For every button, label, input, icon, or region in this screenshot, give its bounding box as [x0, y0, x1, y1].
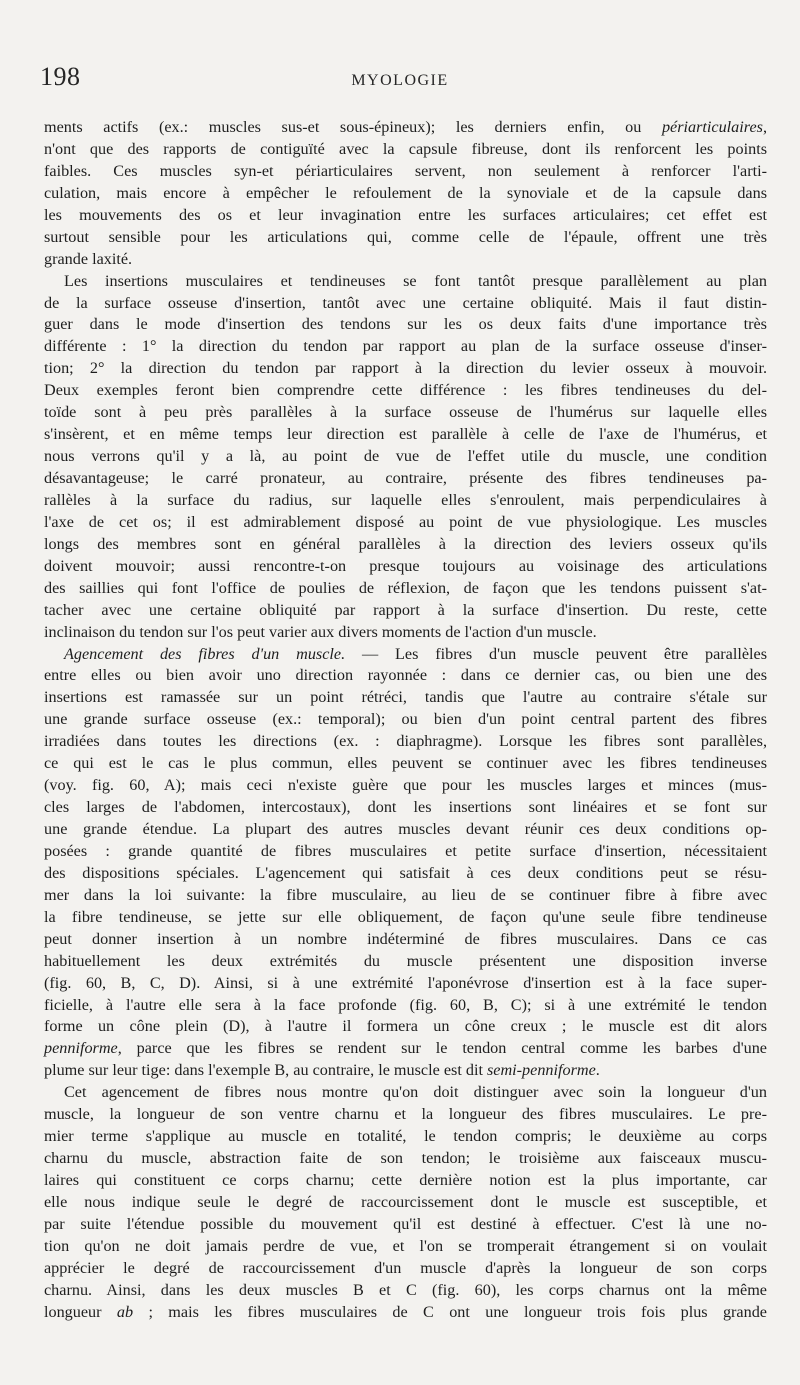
text-line: apprécier le degré de raccourcissement d'un muscle d'après la longueur de son corps [44, 1258, 767, 1277]
text-line: doivent mouvoir; aussi rencontre-t-on presque toujours au voisinage des articulations [44, 556, 767, 575]
text-line: irradiées dans toutes les directions (ex. : diaphragme). Lorsque les fibres sont parallèles, [44, 732, 767, 751]
text-line: la fibre tendineuse, se jette sur elle obliquement, de façon qu'une seule fibre tendineuse [44, 907, 767, 926]
text-line: forme un cône plein (D), à l'autre il formera un cône creux ; le muscle est dit alors [44, 1017, 767, 1036]
text-line: muscle, la longueur de son ventre charnu et la longueur des fibres musculaires. Le pre- [44, 1105, 767, 1124]
text-line: ments actifs (ex.: muscles sus-et sous-épineux); les derniers enfin, ou périarticulaires, [44, 118, 767, 136]
text-line: s'insèrent, et en même temps leur direction est parallèle à celle de l'axe de l'humérus, et [44, 425, 767, 444]
text-line: faibles. Ces muscles syn-et périarticulaires servent, non seulement à renforcer l'arti- [44, 161, 767, 180]
text-line: tion qu'on ne doit jamais perdre de vue, et l'on se tromperait étrangement si on voulait [44, 1236, 767, 1255]
text-line: désavantageuse; le carré pronateur, au contraire, présente des fibres tendineuses pa- [44, 469, 767, 487]
text-line: toïde sont à peu près parallèles à la surface osseuse de l'humérus sur laquelle elles [44, 403, 767, 422]
text-line: surtout sensible pour les articulations qui, comme celle de l'épaule, offrent une très [44, 227, 767, 246]
text-line: (fig. 60, B, C, D). Ainsi, si à une extrémité l'aponévrose d'insertion est à la face super- [44, 973, 767, 992]
text-line: peut donner insertion à un nombre indéterminé de fibres musculaires. Dans ce cas [44, 929, 767, 948]
text-line: ce qui est le cas le plus commun, elles peuvent se continuer avec les fibres tendineuses [44, 754, 767, 773]
text-line: nous verrons qu'il y a là, au point de vue de l'effet utile du muscle, une condition [44, 447, 767, 466]
text-line: n'ont que des rapports de contiguïté avec la capsule fibreuse, dont ils renforcent les points [44, 139, 767, 158]
text-line: des saillies qui font l'office de poulies de réflexion, de façon que les tendons puissent s'at- [44, 578, 767, 597]
text-line: des dispositions spéciales. L'agencement qui satisfait à ces deux conditions peut se résu- [44, 863, 767, 882]
text-line: de la surface osseuse d'insertion, tantôt avec une certaine obliquité. Mais il faut distin- [44, 293, 767, 312]
text-line: mer dans la loi suivante: la fibre musculaire, au lieu de se continuer fibre à fibre avec [44, 885, 767, 904]
text-line: Agencement des fibres d'un muscle. — Les fibres d'un muscle peuvent être parallèles [64, 644, 768, 663]
text-line: (voy. fig. 60, A); mais ceci n'existe guère que pour les muscles larges et minces (mus- [44, 776, 767, 795]
text-line: plume sur leur tige: dans l'exemple B, au contraire, le muscle est dit semi-penniforme. [44, 1061, 600, 1080]
text-line: cles larges de l'abdomen, intercostaux), dont les insertions sont linéaires et se font sur [44, 798, 767, 817]
text-line: tion; 2° la direction du tendon par rapport à la direction du levier osseux à mouvoir. [44, 359, 767, 378]
text-line: guer dans le mode d'insertion des tendons sur les os deux faits d'une importance très [44, 315, 767, 334]
text-line: Deux exemples feront bien comprendre cette différence : les fibres tendineuses du del- [44, 381, 767, 400]
page-header [40, 62, 760, 98]
text-line: par suite l'étendue possible du mouvement qu'il est destiné à effectuer. C'est là une no- [44, 1214, 767, 1233]
text-line: Cet agencement de fibres nous montre qu'on doit distinguer avec soin la longueur d'un [64, 1083, 767, 1102]
text-line: posées : grande quantité de fibres musculaires et petite surface d'insertion, nécessitaient [44, 841, 767, 860]
text-line: longueur ab ; mais les fibres musculaires de C ont une longueur trois fois plus grande [44, 1302, 767, 1321]
text-line: charnu du muscle, abstraction faite de son tendon; le troisième aux faisceaux muscu- [44, 1149, 767, 1168]
text-line: les mouvements des os et leur invagination entre les surfaces articulaires; cet effet est [44, 205, 767, 224]
text-line: mier terme s'applique au muscle en totalité, le tendon compris; le deuxième au corps [44, 1127, 767, 1146]
text-line: l'axe de cet os; il est admirablement disposé au point de vue physiologique. Les muscles [44, 512, 767, 531]
text-line: culation, mais encore à empêcher le refoulement de la synoviale et de la capsule dans [44, 183, 767, 202]
text-line: elle nous indique seule le degré de raccourcissement dont le muscle est susceptible, et [44, 1192, 767, 1211]
body-text [44, 117, 767, 1324]
text-line: une grande surface osseuse (ex.: temporal); ou bien d'un point central partent des fibres [44, 710, 767, 729]
text-line: penniforme, parce que les fibres se rendent sur le tendon central comme les barbes d'une [44, 1039, 767, 1058]
page-number: 198 [40, 62, 81, 91]
text-line: habituellement les deux extrémités du muscle présentent une disposition inverse [44, 951, 767, 970]
text-line: grande laxité. [44, 249, 133, 268]
text-line: charnu. Ainsi, dans les deux muscles B et C (fig. 60), les corps charnus ont la même [44, 1280, 767, 1299]
text-line: inclinaison du tendon sur l'os peut varier aux divers moments de l'action d'un muscle. [44, 622, 597, 641]
text-line: laires qui constituent ce corps charnu; cette dernière notion est la plus importante, car [44, 1171, 767, 1189]
text-line: entre elles ou bien avoir uno direction rayonnée : dans ce dernier cas, ou bien une des [44, 666, 767, 685]
text-line: Les insertions musculaires et tendineuses se font tantôt presque parallèlement au plan [64, 271, 767, 290]
text-line: rallèles à la surface du radius, sur laquelle elles s'enroulent, mais perpendiculaires à [44, 490, 767, 509]
text-line: une grande étendue. La plupart des autres muscles devant réunir ces deux conditions op- [44, 820, 767, 838]
text-line: longs des membres sont en général parallèles à la direction des leviers osseux qu'ils [44, 534, 767, 553]
text-line: différente : 1° la direction du tendon par rapport au plan de la surface osseuse d'inser- [44, 337, 767, 356]
text-line: insertions est ramassée sur un point rétréci, tandis que l'autre au contraire s'étale sur [44, 688, 767, 707]
text-line: tacher avec une certaine obliquité par rapport à la surface d'insertion. Du reste, cette [44, 600, 767, 619]
text-line: ficielle, à l'autre elle sera à la face profonde (fig. 60, B, C); si à une extrémité le tendon [44, 995, 767, 1014]
running-head: MYOLOGIE [351, 72, 449, 89]
